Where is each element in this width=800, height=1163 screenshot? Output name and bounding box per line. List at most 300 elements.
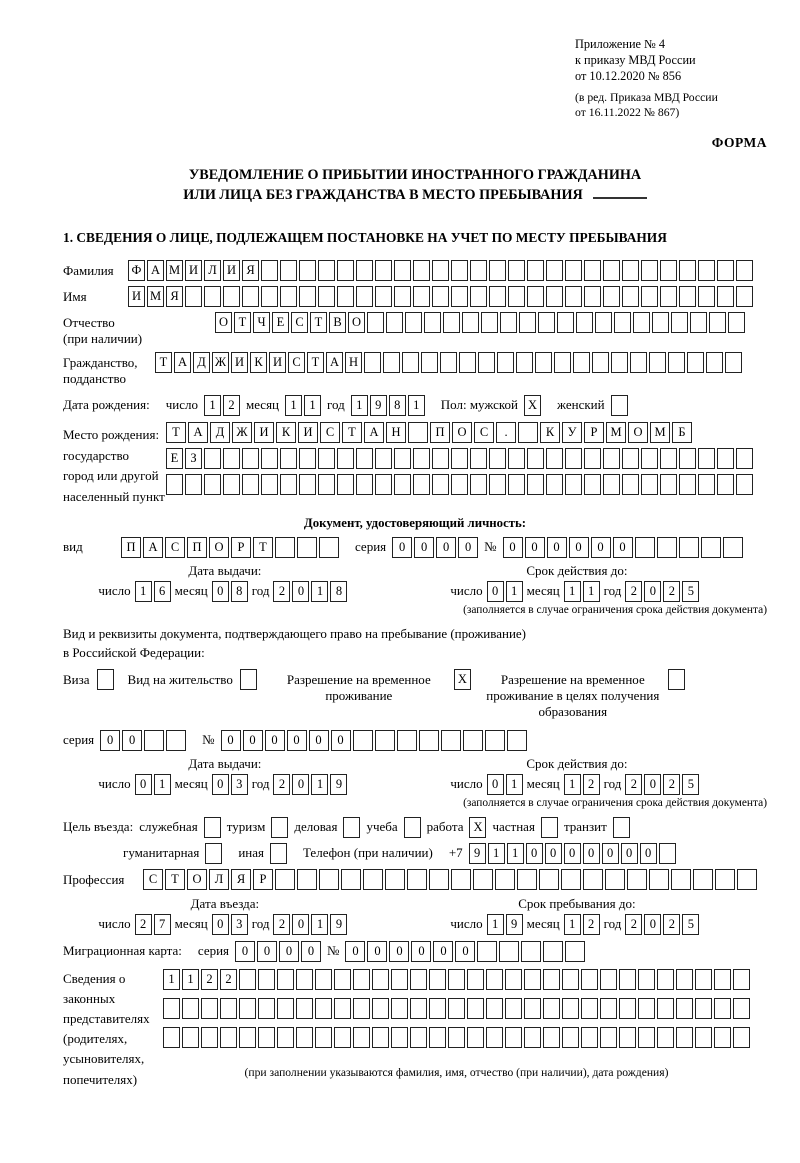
char-box [690, 312, 707, 333]
char-box [619, 969, 636, 990]
char-box [679, 260, 696, 281]
char-box [239, 969, 256, 990]
birth-place-label-line3: город или другой [63, 468, 159, 484]
char-box [201, 1027, 218, 1048]
char-box [429, 998, 446, 1019]
char-box: 0 [613, 537, 633, 558]
legal-reps-label-line: попечителях) [63, 1071, 138, 1087]
char-box [277, 998, 294, 1019]
char-box [603, 286, 620, 307]
char-box [356, 286, 373, 307]
identity-doc-type-label: вид [63, 539, 83, 555]
char-box [627, 869, 647, 890]
char-box: Т [307, 352, 324, 373]
birth-place-boxes-row1 [166, 422, 753, 443]
birth-place-boxes-row3 [166, 474, 753, 495]
series-label: серия [355, 539, 387, 555]
month-label: месяц [526, 776, 560, 792]
char-box: 0 [292, 914, 309, 935]
char-box: И [269, 352, 286, 373]
permit-valid-year-boxes [625, 774, 699, 795]
char-box [204, 474, 221, 495]
char-box: 0 [545, 843, 562, 864]
char-box [385, 869, 405, 890]
char-box: Я [231, 869, 251, 890]
char-box: 5 [682, 581, 699, 602]
number-label: № [327, 943, 340, 959]
temp-residence-checkbox [454, 669, 471, 690]
char-box [600, 969, 617, 990]
given-name-boxes [128, 286, 753, 307]
char-box: 2 [135, 914, 152, 935]
char-box: О [209, 537, 229, 558]
char-box [372, 969, 389, 990]
char-box: 1 [311, 914, 328, 935]
purpose-work-checkbox [469, 817, 486, 838]
identity-issue-day-boxes [135, 581, 171, 602]
char-box: 2 [273, 914, 290, 935]
legal-reps-boxes-row2 [163, 998, 750, 1019]
given-name-label: Имя [63, 288, 87, 304]
char-box: 1 [204, 395, 221, 416]
char-box: 2 [663, 774, 680, 795]
char-box [318, 286, 335, 307]
profession-row [63, 869, 767, 890]
char-box: С [288, 352, 305, 373]
char-box [603, 474, 620, 495]
char-box: И [185, 260, 202, 281]
char-box [239, 1027, 256, 1048]
char-box [413, 448, 430, 469]
char-box [527, 448, 544, 469]
char-box [723, 537, 743, 558]
char-box [737, 869, 757, 890]
char-box [467, 1027, 484, 1048]
char-box: 5 [682, 914, 699, 935]
char-box [485, 730, 505, 751]
char-box [573, 352, 590, 373]
phone-label: Телефон (при наличии) [302, 845, 433, 861]
char-box: X [469, 817, 486, 838]
char-box: X [454, 669, 471, 690]
char-box [261, 448, 278, 469]
char-box: Н [386, 422, 406, 443]
char-box [717, 448, 734, 469]
char-box: 1 [163, 969, 180, 990]
char-box: 1 [182, 969, 199, 990]
char-box [649, 869, 669, 890]
char-box: Л [204, 260, 221, 281]
identity-valid-day-boxes [487, 581, 523, 602]
stay-until-header: Срок пребывания до: [518, 895, 636, 911]
char-box: 0 [345, 941, 365, 962]
char-box [679, 537, 699, 558]
char-box [448, 969, 465, 990]
char-box: 5 [682, 774, 699, 795]
char-box [535, 352, 552, 373]
char-box [258, 969, 275, 990]
char-box [671, 312, 688, 333]
char-box [185, 474, 202, 495]
char-box [633, 312, 650, 333]
char-box [539, 869, 559, 890]
legal-reps-boxes-row3 [163, 1027, 750, 1048]
char-box [459, 352, 476, 373]
purpose-row2 [63, 843, 767, 864]
char-box [641, 286, 658, 307]
purpose-commercial-checkbox [343, 817, 360, 838]
char-box [467, 998, 484, 1019]
char-box [463, 730, 483, 751]
char-box [565, 260, 582, 281]
char-box: X [524, 395, 541, 416]
char-box [581, 998, 598, 1019]
entry-year-boxes [273, 914, 347, 935]
birth-place-label-line2: государство [63, 447, 129, 463]
char-box: 0 [591, 537, 611, 558]
char-box: 1 [311, 774, 328, 795]
char-box [413, 260, 430, 281]
char-box [679, 286, 696, 307]
char-box [451, 286, 468, 307]
char-box [334, 998, 351, 1019]
char-box: И [298, 422, 318, 443]
surname-row [63, 260, 767, 281]
char-box: Е [272, 312, 289, 333]
char-box [315, 969, 332, 990]
legal-reps-boxes-row1 [163, 969, 750, 990]
legal-reps-label [63, 967, 163, 1090]
char-box [271, 817, 288, 838]
char-box: И [254, 422, 274, 443]
char-box [261, 286, 278, 307]
citizenship-boxes [155, 352, 742, 373]
char-box [565, 448, 582, 469]
char-box [337, 474, 354, 495]
char-box: 0 [100, 730, 120, 751]
char-box: 0 [644, 914, 661, 935]
char-box: 0 [122, 730, 142, 751]
char-box [201, 998, 218, 1019]
char-box [429, 969, 446, 990]
char-box: 2 [273, 581, 290, 602]
char-box [258, 998, 275, 1019]
char-box: Т [234, 312, 251, 333]
char-box [429, 1027, 446, 1048]
char-box: 7 [154, 914, 171, 935]
entry-date [63, 914, 387, 935]
char-box [541, 817, 558, 838]
char-box: К [276, 422, 296, 443]
char-box: 1 [351, 395, 368, 416]
visa-label: Виза [63, 671, 90, 687]
char-box [565, 941, 585, 962]
char-box [659, 843, 676, 864]
char-box: 8 [389, 395, 406, 416]
char-box [527, 286, 544, 307]
char-box [432, 286, 449, 307]
char-box [429, 869, 449, 890]
char-box [375, 286, 392, 307]
char-box: 0 [602, 843, 619, 864]
char-box: 0 [564, 843, 581, 864]
char-box [728, 312, 745, 333]
entry-dates-row [63, 896, 767, 935]
char-box: 0 [411, 941, 431, 962]
char-box: О [348, 312, 365, 333]
char-box [397, 730, 417, 751]
char-box: 1 [408, 395, 425, 416]
char-box: 0 [436, 537, 456, 558]
permit-intro [63, 624, 767, 663]
char-box: 2 [220, 969, 237, 990]
char-box: С [143, 869, 163, 890]
char-box: 1 [564, 581, 581, 602]
char-box: 2 [201, 969, 218, 990]
char-box [205, 843, 222, 864]
day-label: число [450, 583, 483, 599]
char-box: 0 [243, 730, 263, 751]
char-box: И [128, 286, 145, 307]
char-box: А [143, 537, 163, 558]
char-box: 0 [257, 941, 277, 962]
day-label: число [450, 776, 483, 792]
char-box: 6 [154, 581, 171, 602]
char-box [402, 352, 419, 373]
char-box: Н [345, 352, 362, 373]
char-box [413, 286, 430, 307]
stay-day-boxes [487, 914, 523, 935]
month-label: месяц [526, 916, 560, 932]
day-label: число [98, 776, 131, 792]
char-box [576, 312, 593, 333]
char-box: 2 [583, 774, 600, 795]
birth-place-label-line4: населенный пункт [63, 489, 165, 505]
char-box [717, 260, 734, 281]
char-box [583, 869, 603, 890]
char-box [508, 260, 525, 281]
permit-intro-line1: Вид и реквизиты документа, подтверждающего право на пребывание (проживание) [63, 625, 527, 641]
char-box [543, 1027, 560, 1048]
char-box [714, 998, 731, 1019]
permit-option-visa [63, 669, 114, 690]
char-box [432, 448, 449, 469]
char-box [296, 998, 313, 1019]
char-box: 8 [330, 581, 347, 602]
purpose-opt-label: учеба [366, 819, 398, 835]
char-box: 0 [433, 941, 453, 962]
char-box: 2 [625, 581, 642, 602]
char-box [622, 260, 639, 281]
char-box [432, 474, 449, 495]
char-box [497, 352, 514, 373]
char-box: 0 [644, 581, 661, 602]
char-box [698, 286, 715, 307]
char-box [508, 474, 525, 495]
char-box [223, 474, 240, 495]
char-box: К [540, 422, 560, 443]
char-box [695, 969, 712, 990]
citizenship-label [63, 352, 155, 387]
char-box: 1 [154, 774, 171, 795]
char-box: Ч [253, 312, 270, 333]
char-box: Л [209, 869, 229, 890]
char-box [619, 998, 636, 1019]
char-box [584, 474, 601, 495]
char-box [275, 537, 295, 558]
purpose-opt-label: частная [492, 819, 535, 835]
residence-checkbox [240, 669, 257, 690]
char-box [562, 969, 579, 990]
annex-subline: от 16.11.2022 № 867) [575, 106, 680, 120]
char-box [499, 941, 519, 962]
series-label: серия [197, 943, 230, 959]
char-box [220, 1027, 237, 1048]
given-name-row [63, 286, 767, 307]
char-box [733, 998, 750, 1019]
char-box [725, 352, 742, 373]
char-box [660, 260, 677, 281]
legal-reps-label-line: Сведения о [63, 970, 126, 986]
char-box: 0 [644, 774, 661, 795]
stay-until-date [387, 914, 767, 935]
char-box: О [452, 422, 472, 443]
char-box: Е [166, 448, 183, 469]
sex-male-label: Пол: мужской [440, 397, 519, 413]
char-box [410, 969, 427, 990]
char-box [353, 1027, 370, 1048]
char-box [516, 352, 533, 373]
entry-month-boxes [212, 914, 248, 935]
char-box [717, 474, 734, 495]
identity-issue-date [63, 581, 387, 602]
validity-note: (заполняется в случае ограничения срока действия документа) [463, 603, 767, 616]
char-box: 1 [564, 914, 581, 935]
char-box [242, 448, 259, 469]
char-box [391, 998, 408, 1019]
char-box: 9 [506, 914, 523, 935]
char-box [470, 286, 487, 307]
char-box: М [147, 286, 164, 307]
char-box [478, 352, 495, 373]
char-box [581, 969, 598, 990]
char-box [695, 998, 712, 1019]
char-box [543, 969, 560, 990]
char-box [565, 474, 582, 495]
char-box [356, 448, 373, 469]
month-label: месяц [174, 916, 208, 932]
char-box [297, 537, 317, 558]
char-box [448, 1027, 465, 1048]
char-box [315, 1027, 332, 1048]
char-box [611, 395, 628, 416]
char-box [603, 260, 620, 281]
char-box: 0 [503, 537, 523, 558]
char-box [451, 260, 468, 281]
citizenship-label-line1: Гражданство, [63, 354, 138, 370]
char-box [649, 352, 666, 373]
char-box: Б [672, 422, 692, 443]
char-box [296, 1027, 313, 1048]
char-box [657, 969, 674, 990]
char-box [391, 969, 408, 990]
char-box [600, 1027, 617, 1048]
char-box [706, 352, 723, 373]
year-label: год [603, 776, 622, 792]
number-label: № [202, 732, 215, 748]
char-box: М [166, 260, 183, 281]
char-box [489, 260, 506, 281]
char-box: 0 [235, 941, 255, 962]
char-box [334, 1027, 351, 1048]
annex-subline: (в ред. Приказа МВД России [575, 90, 718, 104]
char-box [280, 474, 297, 495]
char-box [538, 312, 555, 333]
birth-place-label [63, 422, 166, 508]
char-box [676, 1027, 693, 1048]
char-box: 2 [625, 774, 642, 795]
char-box: О [628, 422, 648, 443]
char-box [508, 448, 525, 469]
char-box [204, 817, 221, 838]
char-box: 1 [506, 581, 523, 602]
char-box [527, 260, 544, 281]
char-box: 0 [640, 843, 657, 864]
identity-doc-heading: Документ, удостоверяющий личность: [303, 515, 527, 530]
char-box [733, 1027, 750, 1048]
char-box [424, 312, 441, 333]
char-box [413, 474, 430, 495]
char-box: Р [231, 537, 251, 558]
char-box [584, 260, 601, 281]
char-box [641, 474, 658, 495]
migration-series-boxes [235, 941, 321, 962]
day-label: число [450, 916, 483, 932]
char-box [481, 312, 498, 333]
surname-boxes [128, 260, 753, 281]
char-box: 0 [279, 941, 299, 962]
char-box [592, 352, 609, 373]
char-box: 0 [621, 843, 638, 864]
char-box: Т [253, 537, 273, 558]
char-box [500, 312, 517, 333]
char-box [709, 312, 726, 333]
stay-year-boxes [625, 914, 699, 935]
char-box [561, 869, 581, 890]
char-box [277, 1027, 294, 1048]
char-box [508, 286, 525, 307]
char-box: 0 [309, 730, 329, 751]
char-box [470, 260, 487, 281]
char-box [505, 969, 522, 990]
char-box [261, 260, 278, 281]
visa-checkbox [97, 669, 114, 690]
char-box [660, 286, 677, 307]
char-box [486, 998, 503, 1019]
char-box: 0 [526, 843, 543, 864]
char-box [695, 1027, 712, 1048]
char-box: Т [155, 352, 172, 373]
entry-date-header: Дата въезда: [190, 895, 260, 911]
char-box: 1 [304, 395, 321, 416]
char-box [375, 474, 392, 495]
char-box: 0 [487, 774, 504, 795]
char-box: 0 [487, 581, 504, 602]
char-box: В [329, 312, 346, 333]
char-box [144, 730, 164, 751]
annex-header [575, 36, 767, 121]
identity-doc-type-boxes [121, 537, 339, 558]
